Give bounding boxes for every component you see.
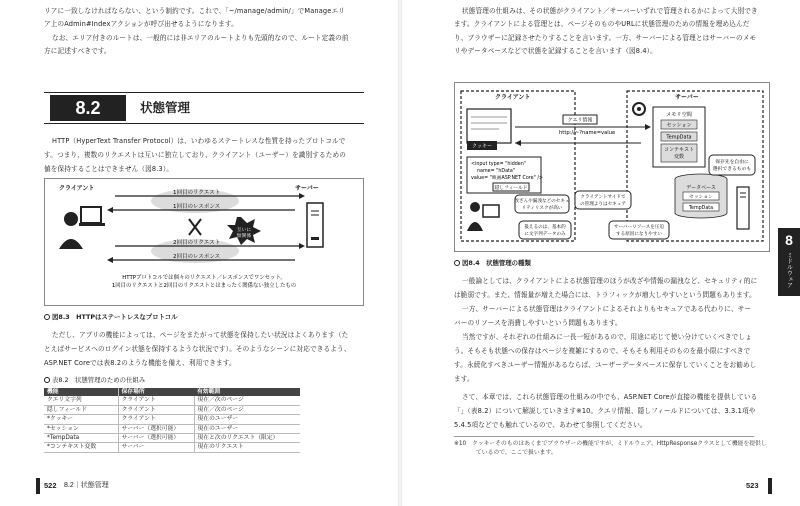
table-caption-text: 表8.2 状態管理のための仕組み [52,376,146,384]
text-line: ただし、アプリの機能によっては、ページをまたがって状態を保持したい状況はよくあります（た [52,331,349,339]
svg-text:改ざんや漏洩などのセキュ: 改ざんや漏洩などのセキュ [514,199,570,204]
section-title: 状態管理 [140,100,191,115]
text-line: とえばサービスへのログイン状態を保持するような状況です）。そのようなシーンに対応できるよう、 [44,345,351,353]
svg-text:変数: 変数 [673,154,685,160]
note-line-1: HTTPプロトコルでは個々のリクエスト／レスポンスでワンセット。 [122,275,286,281]
table-cell: 現在／次のページ [194,396,300,405]
chapter-label: ミドルウェア [785,252,793,288]
text-line: 一方、サーバーによる状態管理はクライアントによるそれよりもセキュアである代わりに、サー [462,305,752,313]
svg-text:リティリスクが高い: リティリスクが高い [521,206,563,211]
memory-label: メモリ空間 [666,112,692,118]
text-line: り、ブラウザーに記録させたりすることを言います。一方、サーバーによる管理とはサーバーのメモ [454,34,757,42]
server-tower-icon [307,203,323,247]
table-cell: クライアント [118,415,194,424]
table-cell: サーバー（選択可能） [118,434,194,443]
svg-text:コンテキスト: コンテキスト [664,147,694,153]
footer-bar [36,478,40,494]
right-page [400,0,800,506]
text-line: リアに一致しなければならない、という制約です。これで、「~/manage/admin/」でManageエリ [44,7,345,15]
text-line: リやデータベースなどで状態を記録することを言います（図8.4）。 [454,47,657,55]
running-head: 8.2｜状態管理 [64,482,109,489]
svg-text:サーバーリソースを圧迫: サーバーリソースを圧迫 [613,225,665,230]
text-line: HTTP（HyperText Transfer Protocol）は、いわゆるステートレスな性質を持ったプロトコルで [52,137,346,145]
table-row [44,434,300,443]
svg-text:選択できるものも: 選択できるものも [712,167,752,172]
table-cell: *コンテキスト変数 [44,443,118,452]
hidden-code-line: name= "hData" [477,169,516,174]
url-label: http://~?name=value [559,130,616,136]
figure-8-4-diagram [455,83,769,251]
text-line: 値を保持することはできません（図8.3）。 [44,165,174,173]
figure-8-3-diagram [45,179,363,305]
table-cell: クエリ文字列 [44,396,118,405]
table-8-2-caption [44,375,145,386]
figure-caption-text: 図8.4 状態管理の種類 [462,259,531,267]
text-line: ASP.NET Coreでは表8.2のような機能を備え、利用できます。 [44,359,236,367]
text-line: す。つまり、複数のリクエストは互いに独立しており、クライアント（ユーザー）を識別するための [44,151,347,159]
footnote-line: ているので、ここで扱います。 [476,450,557,456]
table-header: 保存場所 [118,388,194,396]
caption-marker-icon [44,314,50,320]
memory-item: セッション [666,122,692,129]
caption-marker-icon [454,260,460,266]
figure-8-4 [454,82,770,252]
request-1-label: 1回目のリクエスト [173,190,221,196]
svg-text:の管理よりはセキュア: の管理よりはセキュア [580,202,626,207]
text-line: 当然ですが、それぞれの仕組みに一長一短があるので、用途に応じて使い分けていくべきでしょ [462,333,752,341]
server-label: サーバー [675,94,699,101]
request-2-label: 2回目のリクエスト [173,240,221,246]
text-line: バーのリソースを消費しやすいという問題もあります。 [454,319,622,327]
section-number: 8.2 [50,95,126,121]
text-line: す。永続化すべきユーザー情報があるならば、ユーザーデータベースに保存していくことをお勧めし [454,361,757,369]
table-row [44,405,300,414]
table-cell: クライアント [118,396,194,405]
text-line: なお、エリア付きのルートは、一般的には非エリアのルートよりも先頭的なので、ルート定義の前 [52,34,349,42]
table-row [44,443,300,452]
svg-text:に文字列データのみ: に文字列データのみ [524,232,566,237]
svg-text:する原因になりやすい: する原因になりやすい [616,232,662,237]
table-header: 有効範囲 [194,388,300,396]
table-cell: *セッション [44,424,118,433]
broken-link-icon [189,219,201,235]
text-line: 一般論としては、クライアントによる状態管理のほうが改ざや情報の漏洩など、セキュリティ的に [462,277,758,285]
server-tower-icon [737,187,749,229]
hidden-code-line: <input type= "hidden" [471,162,527,167]
response-2-label: 2回目のレスポンス [173,254,221,260]
svg-text:無関係: 無関係 [236,234,252,239]
svg-text:保存先を自由に: 保存先を自由に [715,160,749,165]
text-line: さて、本章では、これら状態管理の仕組みの中でも、ASP.NET Coreが直接の機能を提供している [462,393,758,401]
client-label: クライアント [59,185,95,192]
table-cell: 現在のリクエスト [194,443,300,452]
client-person-icon [59,207,105,249]
figure-8-4-caption [454,258,531,269]
footnote-rule [454,436,754,437]
text-line: う。そもそも状態への保存はページを複雑にするので、そもそも利用そのものを最小限にすべきで [454,347,751,355]
table-cell: 現在のユーザー [194,415,300,424]
text-line: ます。クライアントによる管理とは、ページそのものやURLに状態管理のための情報を埋め込んだ [454,20,750,28]
table-header-row [44,388,300,396]
table-cell: *クッキー [44,415,118,424]
hidden-field-label: 隠しフィールド [494,186,528,191]
table-row [44,424,300,433]
database-label: データベース [686,185,716,191]
hidden-code-line: value= "映画ASP.NET Core" /> [471,176,543,181]
query-label: クエリ情報 [567,117,593,124]
table-cell: サーバー（選択可能） [118,424,194,433]
page-number-left: 522 [44,481,57,490]
text-line: は脆弱です。また、情報量が増えた場合には、トラフィックが増大しやすいという問題もあります。 [454,291,756,299]
chapter-tab [778,228,800,296]
table-cell: 現在のユーザー [194,424,300,433]
table-cell: *TempData [44,434,118,443]
text-line: 方に記述すべきです。 [44,47,111,55]
table-cell: サーバー [118,443,194,452]
figure-8-3 [44,178,364,306]
state-management-table [44,388,300,453]
server-label: サーバー [295,185,319,192]
text-line: ア上のAdmin#Indexアクションが呼び出せるようになります。 [44,20,238,28]
chapter-number: 8 [785,232,793,248]
database-item: セッション [689,195,713,200]
caption-marker-icon [44,377,50,383]
svg-text:互いに: 互いに [236,228,252,233]
svg-text:扱えるのは、基本的: 扱えるのは、基本的 [524,225,566,230]
text-line: 5.4.5項などでも触れているので、あわせて参照してください。 [454,421,647,429]
table-row [44,396,300,405]
page-number-right: 523 [746,481,759,490]
text-line: ます。 [454,375,474,383]
text-line: 状態管理の仕組みは、その状態がクライアント／サーバーいずれで管理されるかによって大別でき [462,7,758,15]
table-cell: 隠しフィールド [44,405,118,414]
text-line: 「」（表8.2）について解説していきます※10。クエリ情報、隠しフィールドについては、3.3.1項や [454,407,756,415]
client-label: クライアント [495,94,531,101]
figure-caption-text: 図8.3 HTTPはステートレスなプロトコル [52,313,178,321]
table-cell: クライアント [118,405,194,414]
table-cell: 現在と次のリクエスト（限定） [194,434,300,443]
table-row [44,415,300,424]
unrelated-badge [227,217,261,245]
figure-8-3-caption [44,312,178,323]
cookie-label: クッキー [471,143,493,150]
footer-bar [768,478,772,494]
response-1-label: 1回目のレスポンス [173,204,221,210]
footnote-line: ※10 クッキーそのものはあくまでブラウザーの機能ですが、ミドルウェア、HttpResponseクラスとして機能を提供し [454,441,767,447]
note-line-2: 1回目のリクエストと2回目のリクエストとはまったく関係ない独立したもの [111,283,297,289]
table-cell: 現在／次のページ [194,405,300,414]
table-header: 機能 [44,388,118,396]
section-heading [44,92,364,124]
memory-item: TempData [666,134,692,141]
database-item: TempData [688,206,714,211]
svg-text:クライアントサイドで: クライアントサイドで [580,195,626,200]
